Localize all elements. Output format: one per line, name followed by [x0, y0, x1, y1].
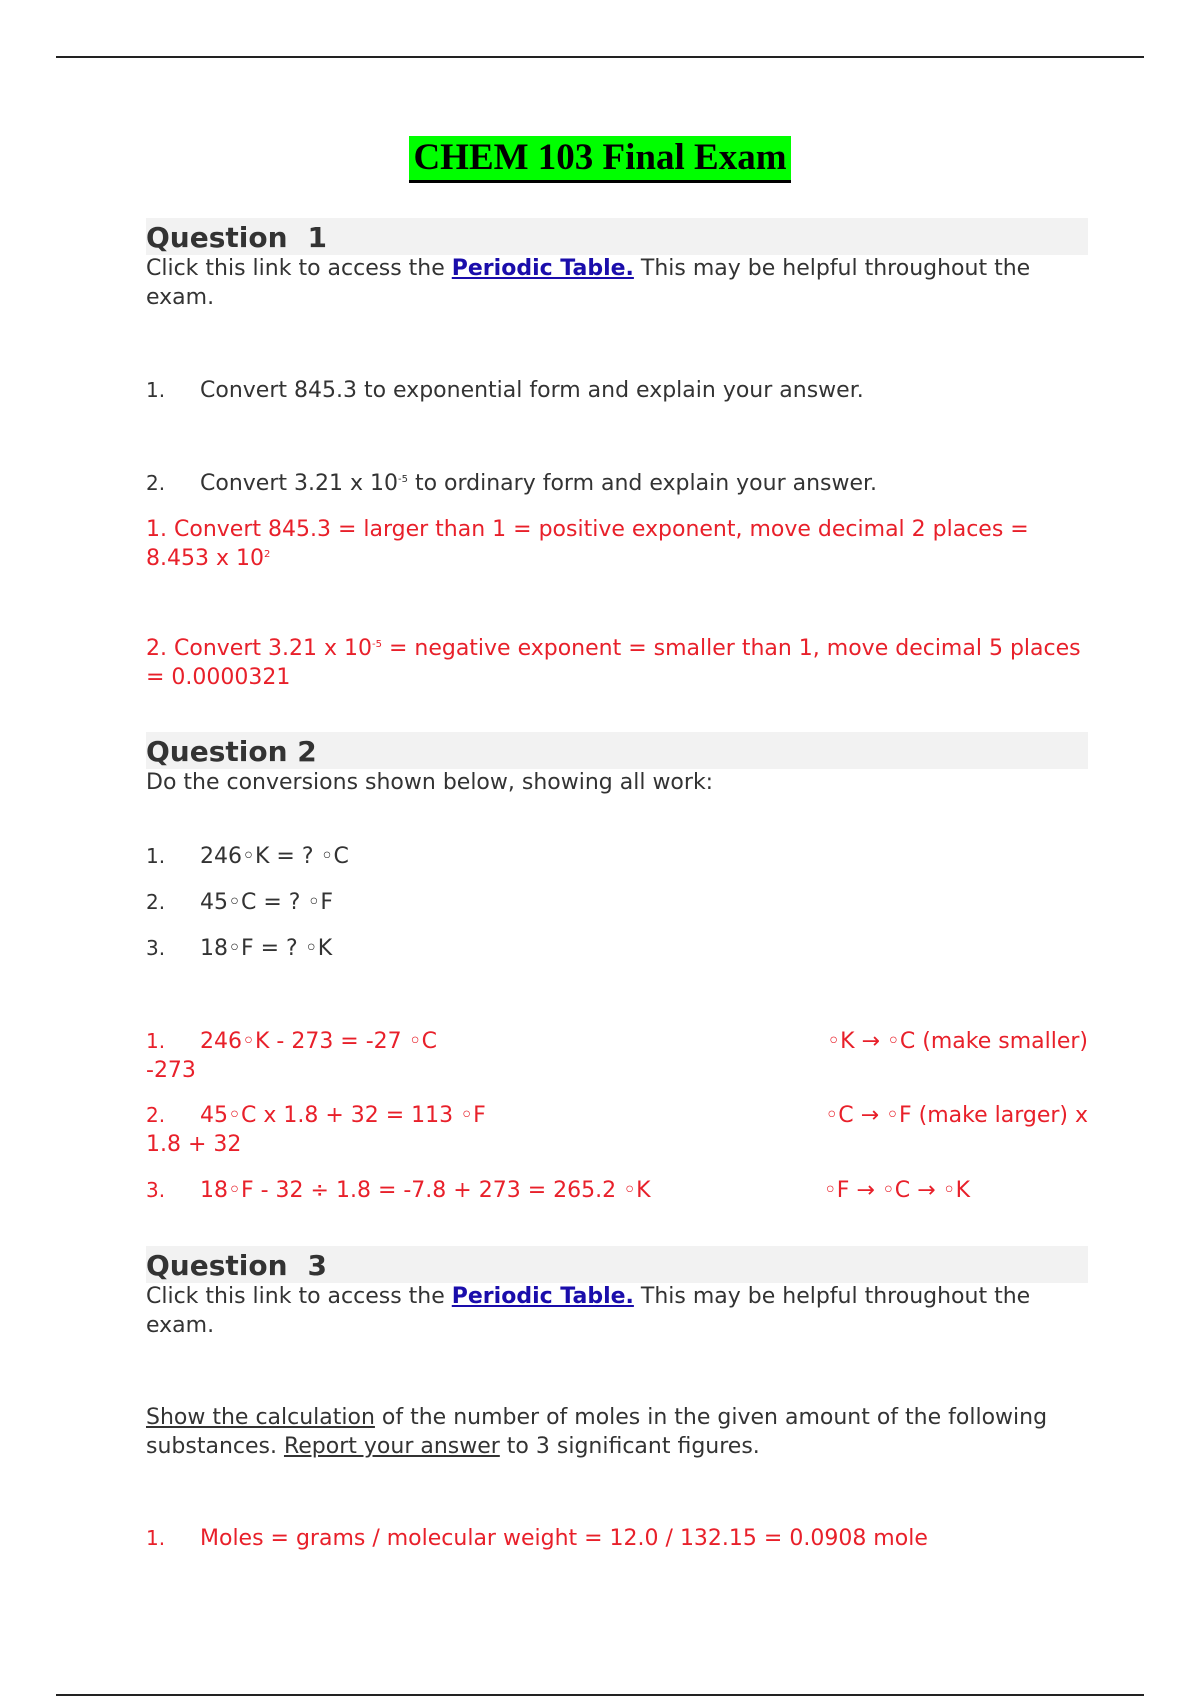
question-1-answer-2	[146, 634, 1088, 692]
intro-text-end: This may be helpful throughout the exam.	[146, 1284, 1031, 1338]
intro-text: Click this link to access the	[146, 256, 452, 281]
question-2-item-3	[146, 934, 1088, 963]
answer-text: Convert 3.21 x 10	[174, 636, 372, 661]
question-2-item-2	[146, 888, 1088, 917]
question-2-heading	[146, 732, 1088, 769]
intro-text: Click this link to access the	[146, 1284, 452, 1309]
question-number: 2	[297, 735, 317, 768]
item-number: 1.	[146, 378, 166, 402]
question-2-intro: Do the conversions shown below, showing all work:	[146, 770, 714, 795]
title-area	[0, 136, 1200, 183]
item-text: 45◦C = ? ◦F	[200, 890, 334, 915]
top-rule	[56, 56, 1144, 58]
answer-rule-continued: 1.8 + 32	[146, 1132, 242, 1157]
answer-number: 1.	[146, 517, 167, 542]
answer-rule: ◦K → ◦C (make smaller)	[827, 1029, 1088, 1054]
question-3-answer-1	[146, 1524, 1088, 1553]
answer-calculation: 18◦F - 32 ÷ 1.8 = -7.8 + 273 = 265.2 ◦K	[200, 1178, 651, 1203]
periodic-table-link[interactable]: Periodic Table.	[451, 1284, 634, 1309]
question-number: 3	[307, 1249, 328, 1282]
answer-rule-continued: -273	[146, 1058, 196, 1083]
answer-text-end: = negative exponent = smaller than 1, move decimal 5 places = 0.0000321	[146, 636, 1081, 690]
question-2-answer-3	[146, 1176, 1088, 1234]
task-text-end: to 3 significant figures.	[499, 1434, 760, 1459]
item-text: Convert 845.3 to exponential form and explain your answer.	[200, 378, 864, 403]
answer-number: 2.	[146, 636, 167, 661]
question-1-intro	[146, 254, 1088, 312]
answer-number: 1.	[146, 1029, 166, 1053]
question-1-answer-1	[146, 515, 1088, 573]
answer-number: 2.	[146, 1103, 166, 1127]
periodic-table-link[interactable]: Periodic Table.	[451, 256, 634, 281]
task-emphasis: Report your answer	[283, 1434, 500, 1459]
item-text-end: to ordinary form and explain your answer.	[407, 471, 878, 496]
question-number: 1	[307, 221, 328, 254]
task-text: of the number of moles in the given amount of the following substances.	[146, 1405, 1048, 1459]
question-label: Question	[146, 1249, 288, 1282]
answer-calculation: 246◦K - 273 = -27 ◦C	[200, 1029, 437, 1054]
question-2-answer-1	[146, 1027, 1088, 1085]
question-label: Question	[146, 221, 288, 254]
exponent: -5	[371, 639, 382, 650]
answer-number: 1.	[146, 1526, 166, 1550]
question-3-intro	[146, 1282, 1088, 1340]
question-2-item-1	[146, 842, 1088, 871]
exam-title: CHEM 103 Final Exam	[409, 136, 790, 183]
answer-text: Convert 845.3 = larger than 1 = positive exponent, move decimal 2 places = 8.453 x 10	[146, 517, 1029, 571]
item-text: Convert 3.21 x 10	[200, 471, 398, 496]
item-text: 18◦F = ? ◦K	[200, 936, 333, 961]
item-number: 2.	[146, 471, 166, 495]
task-emphasis: Show the calculation	[146, 1405, 375, 1430]
item-number: 1.	[146, 844, 166, 868]
answer-rule: ◦C → ◦F (make larger) x	[825, 1103, 1088, 1128]
intro-text-end: This may be helpful throughout the exam.	[146, 256, 1031, 310]
exponent: -5	[397, 474, 408, 485]
item-number: 2.	[146, 890, 166, 914]
item-text: 246◦K = ? ◦C	[200, 844, 349, 869]
answer-text: Moles = grams / molecular weight = 12.0 / 132.15 = 0.0908 mole	[200, 1526, 928, 1551]
answer-calculation: 45◦C x 1.8 + 32 = 113 ◦F	[200, 1103, 486, 1128]
item-number: 3.	[146, 936, 166, 960]
question-1-heading	[146, 218, 1088, 255]
question-3-task	[146, 1403, 1088, 1461]
question-2-answer-2	[146, 1101, 1088, 1159]
bottom-rule	[56, 1694, 1144, 1696]
question-label: Question	[146, 735, 288, 768]
answer-number: 3.	[146, 1178, 166, 1202]
question-3-heading	[146, 1246, 1088, 1283]
exponent: 2	[263, 549, 271, 560]
question-1-item-1	[146, 376, 1088, 405]
question-1-item-2	[146, 469, 1088, 498]
answer-rule: ◦F → ◦C → ◦K	[823, 1178, 970, 1203]
